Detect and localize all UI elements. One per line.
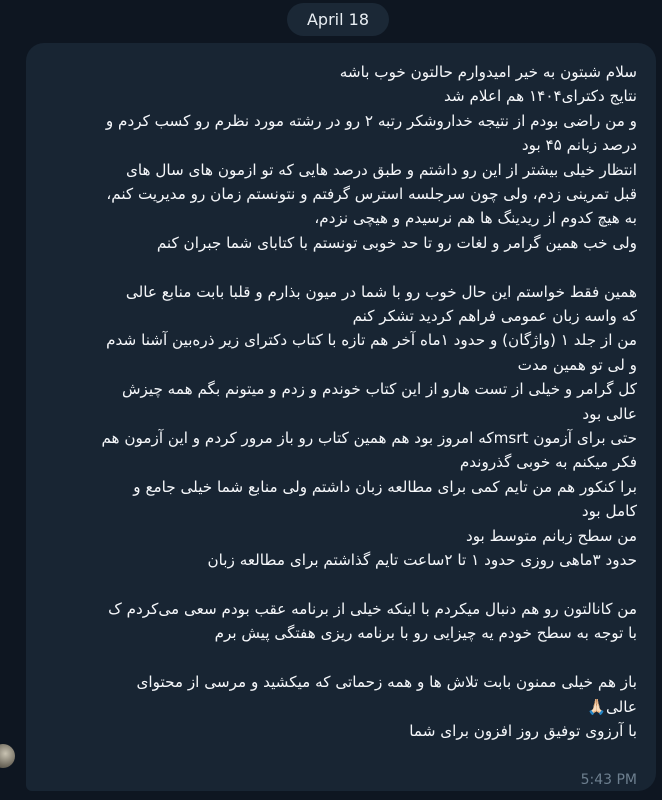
message-line: با توجه به سطح خودم یه چیزایی رو با برنامه ریزی هفتگی پیش برم (214, 624, 637, 643)
message-bubble[interactable] (26, 43, 656, 791)
message-line: فکر میکنم به خوبی گذروندم (459, 453, 637, 472)
message-line: کل گرامر و خیلی از تست هارو از این کتاب خوندم و زدم و میتونم بگم همه چیزش (121, 380, 637, 399)
message-line: حدود ۳ماهی روزی حدود ۱ تا ۲ساعت تایم گذاشتم برای مطالعه زبان (207, 551, 637, 570)
message-line: کامل بود (581, 502, 637, 521)
message-line (41, 573, 637, 597)
message-line: به هیچ کدوم از ریدینگ ها هم نرسیدم و هیچی نزدم، (314, 209, 637, 228)
message-line: که واسه زبان عمومی فراهم کردید تشکر کنم (352, 307, 637, 326)
message-line (41, 646, 637, 670)
message-line: قبل تمرینی زدم، ولی چون سرجلسه استرس گرفتم و نتونستم زمان رو مدیریت کنم، (106, 185, 637, 204)
message-line: و من راضی بودم از نتیجه خداروشکر رتبه ۲ رو در رشته مورد نظرم رو کسب کردم و (105, 111, 637, 130)
message-line: عالی بود (582, 404, 637, 423)
message-line (41, 255, 637, 279)
message-line: سلام شبتون به خیر امیدوارم حالتون خوب باشه (339, 63, 637, 81)
message-line: با آرزوی توفیق روز افزون برای شما (409, 721, 637, 740)
sender-avatar[interactable] (0, 744, 15, 768)
message-line: من کانالتون رو هم دنبال میکردم با اینکه خیلی از برنامه عقب بودم سعی می‌کردم ک (108, 599, 637, 618)
message-line: و لی تو همین مدت (517, 355, 637, 374)
message-line: همین فقط خواستم این حال خوب رو با شما در میون بذارم و قلبا بابت منابع عالی (125, 282, 637, 301)
message-line: من از جلد ۱ (واژگان) و حدود ۱ماه آخر هم تازه با کتاب دکترای زیر ذره‌بین آشنا شدم (106, 331, 637, 350)
message-line: درصد زبانم ۴۵ بود (521, 136, 637, 155)
date-separator: April 18 (287, 3, 389, 36)
message-line: ولی خب همین گرامر و لغات رو تا حد خوبی تونستم با کتابای شما جبران کنم (156, 233, 637, 252)
message-line: حتی برای آزمون msrtکه امروز بود هم همین کتاب رو باز مرور کردم و این آزمون هم (101, 429, 637, 448)
message-line: عالی🙏🏻 (587, 697, 637, 716)
message-line: برا کنکور هم من تایم کمی برای مطالعه زبان داشتم ولی منابع شما خیلی جامع و (133, 477, 637, 496)
message-line: انتظار خیلی بیشتر از این رو داشتم و طبق درصد هایی که تو ازمون های سال های (125, 160, 637, 179)
message-line: من سطح زبانم متوسط بود (465, 526, 637, 545)
message-line: نتایج دکترای۱۴۰۴ هم اعلام شد (443, 87, 637, 106)
message-line: باز هم خیلی ممنون بابت تلاش ها و همه زحماتی که میکشید و مرسی از محتوای (136, 673, 637, 692)
message-timestamp: 5:43 PM (580, 772, 637, 788)
message-text (41, 60, 637, 743)
